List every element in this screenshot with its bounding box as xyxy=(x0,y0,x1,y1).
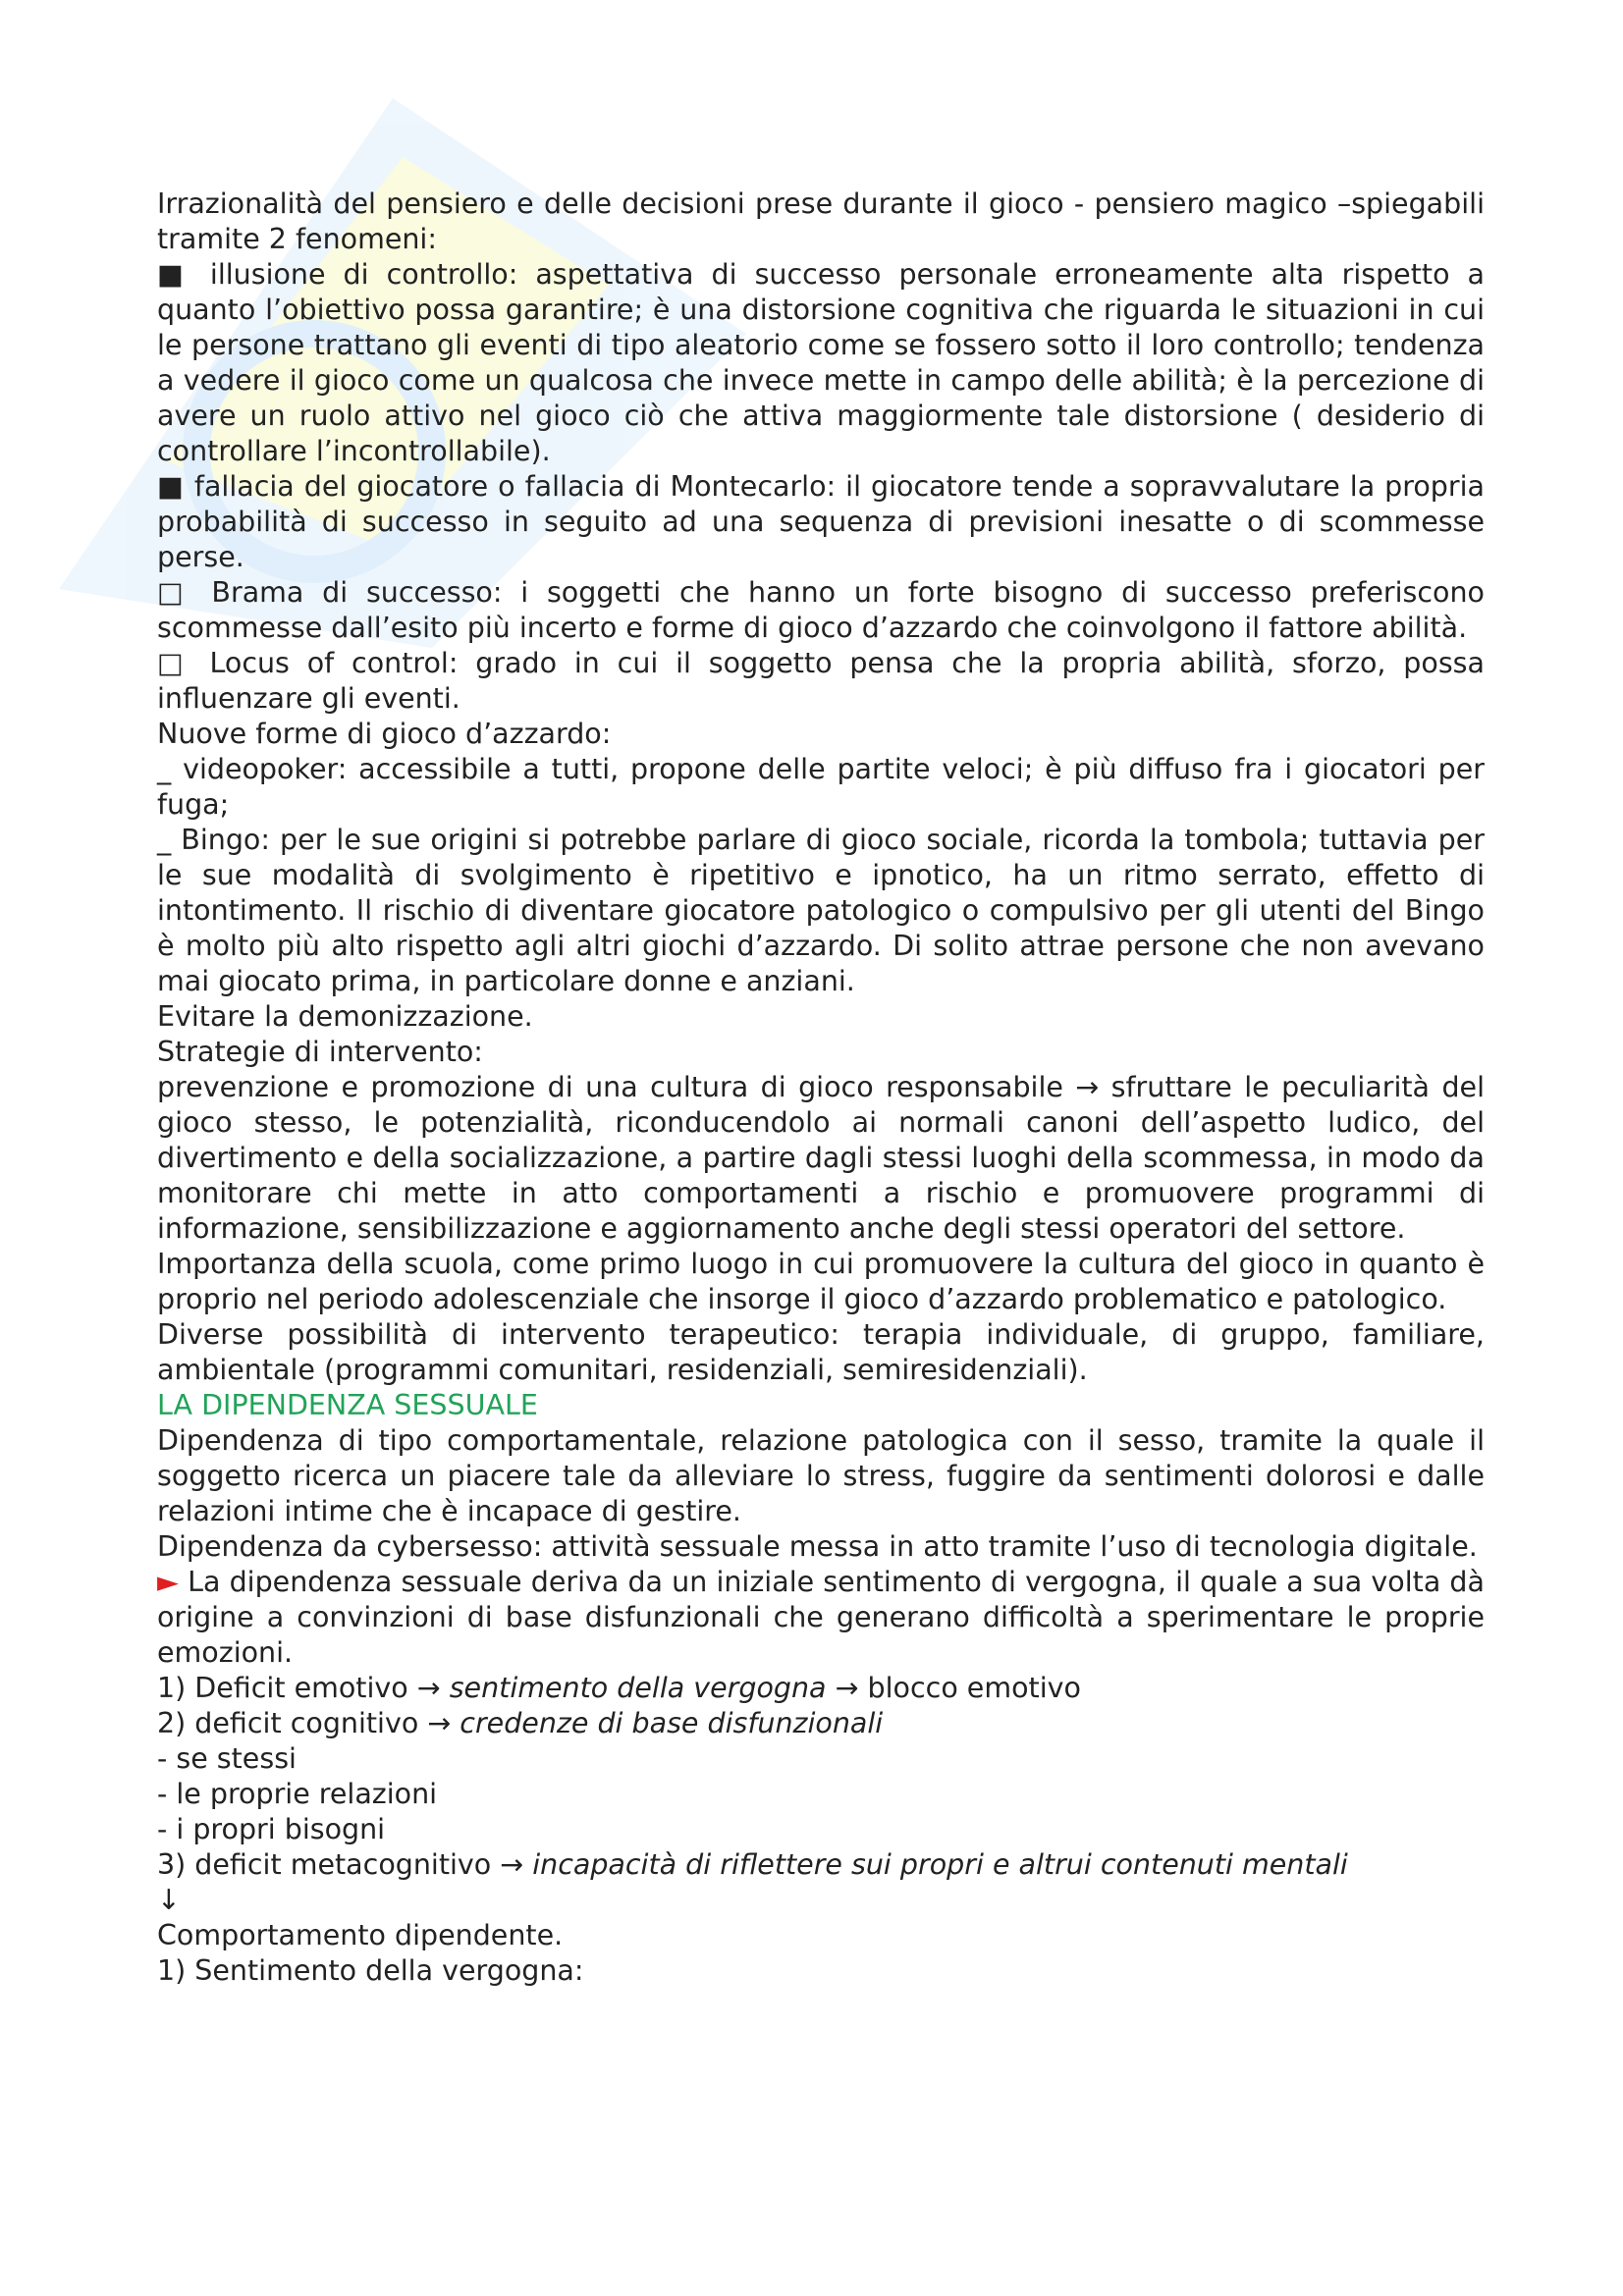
section-heading: LA DIPENDENZA SESSUALE xyxy=(157,1389,538,1421)
paragraph-vergogna-origine: ► La dipendenza sessuale deriva da un iniziale sentimento di vergogna, il quale a sua volta dà origine a convinzioni di base disfunzionali che generano difficoltà a sperimentare le proprie emozioni. xyxy=(157,1566,1485,1669)
paragraph-fallacia-giocatore: ■ fallacia del giocatore o fallacia di Montecarlo: il giocatore tende a sopravvalutare la propria probabilità di successo in seguito ad una sequenza di previsioni inesatte o di scommesse perse. xyxy=(157,470,1485,573)
list-bisogni: - i propri bisogni xyxy=(157,1813,386,1845)
paragraph-sentimento-vergogna: 1) Sentimento della vergogna: xyxy=(157,1954,584,1987)
list-deficit-cognitivo: 2) deficit cognitivo → credenze di base disfunzionali xyxy=(157,1707,884,1739)
paragraph-videopoker: _ videopoker: accessibile a tutti, propone delle partite veloci; è più diffuso fra i giocatori per fuga; xyxy=(157,753,1485,821)
paragraph-intervento-terapeutico: Diverse possibilità di intervento terapeutico: terapia individuale, di gruppo, familiare, ambientale (programmi comunitari, residenziali, semiresidenziali). xyxy=(157,1318,1485,1386)
document-page xyxy=(157,187,1485,1989)
paragraph-nuove-forme: Nuove forme di gioco d’azzardo: xyxy=(157,718,612,750)
list-deficit-metacognitivo: 3) deficit metacognitivo → incapacità di riflettere sui propri e altrui contenuti mentali xyxy=(157,1848,1348,1881)
right-triangle-icon: ► xyxy=(157,1566,179,1598)
paragraph-brama-successo: □ Brama di successo: i soggetti che hanno un forte bisogno di successo preferiscono scommesse dall’esito più incerto e forme di gioco d’azzardo che coinvolgono il fattore abilità. xyxy=(157,576,1485,644)
list-deficit-emotivo: 1) Deficit emotivo → sentimento della vergogna → blocco emotivo xyxy=(157,1672,1081,1704)
down-arrow-icon: ↓ xyxy=(157,1884,181,1916)
paragraph-prevenzione: prevenzione e promozione di una cultura di gioco responsabile → sfruttare le peculiarità del gioco stesso, le potenzialità, riconducendolo ai normali canoni dell’aspetto ludico, del divertimento e della socializzazione, a partire dagli stessi luoghi della scommessa, in modo da monitorare chi mette in atto comportamenti a rischio e promuovere programmi di informazione, sensibilizzazione e aggiornamento anche degli stessi operatori del settore. xyxy=(157,1071,1485,1245)
paragraph-comportamento-dipendente: Comportamento dipendente. xyxy=(157,1919,564,1951)
paragraph-irrazionalita: Irrazionalità del pensiero e delle decisioni prese durante il gioco - pensiero magico –spiegabili tramite 2 fenomeni: xyxy=(157,187,1485,255)
paragraph-strategie: Strategie di intervento: xyxy=(157,1036,483,1068)
list-relazioni: - le proprie relazioni xyxy=(157,1778,438,1810)
paragraph-locus-control: □ Locus of control: grado in cui il soggetto pensa che la propria abilità, sforzo, possa influenzare gli eventi. xyxy=(157,647,1485,715)
paragraph-scuola: Importanza della scuola, come primo luogo in cui promuovere la cultura del gioco in quanto è proprio nel periodo adolescenziale che insorge il gioco d’azzardo problematico e patologico. xyxy=(157,1248,1485,1315)
paragraph-evitare: Evitare la demonizzazione. xyxy=(157,1000,533,1033)
paragraph-cybersesso: Dipendenza da cybersesso: attività sessuale messa in atto tramite l’uso di tecnologia digitale. xyxy=(157,1530,1478,1563)
list-se-stessi: - se stessi xyxy=(157,1742,297,1775)
paragraph-dipendenza-comportamentale: Dipendenza di tipo comportamentale, relazione patologica con il sesso, tramite la quale il soggetto ricerca un piacere tale da alleviare lo stress, fuggire da sentimenti dolorosi e dalle relazioni intime che è incapace di gestire. xyxy=(157,1424,1485,1527)
paragraph-illusione-controllo: ■ illusione di controllo: aspettativa di successo personale erroneamente alta rispetto a quanto l’obiettivo possa garantire; è una distorsione cognitiva che riguarda le situazioni in cui le persone trattano gli eventi di tipo aleatorio come se fossero sotto il loro controllo; tendenza a vedere il gioco come un qualcosa che invece mette in campo delle abilità; è la percezione di avere un ruolo attivo nel gioco ciò che attiva maggiormente tale distorsione ( desiderio di controllare l’incontrollabile). xyxy=(157,258,1485,467)
paragraph-bingo: _ Bingo: per le sue origini si potrebbe parlare di gioco sociale, ricorda la tombola; tuttavia per le sue modalità di svolgimento è ripetitivo e ipnotico, ha un ritmo serrato, effetto di intontimento. Il rischio di diventare giocatore patologico o compulsivo per gli utenti del Bingo è molto più alto rispetto agli altri giochi d’azzardo. Di solito attrae persone che non avevano mai giocato prima, in particolare donne e anziani. xyxy=(157,824,1485,997)
